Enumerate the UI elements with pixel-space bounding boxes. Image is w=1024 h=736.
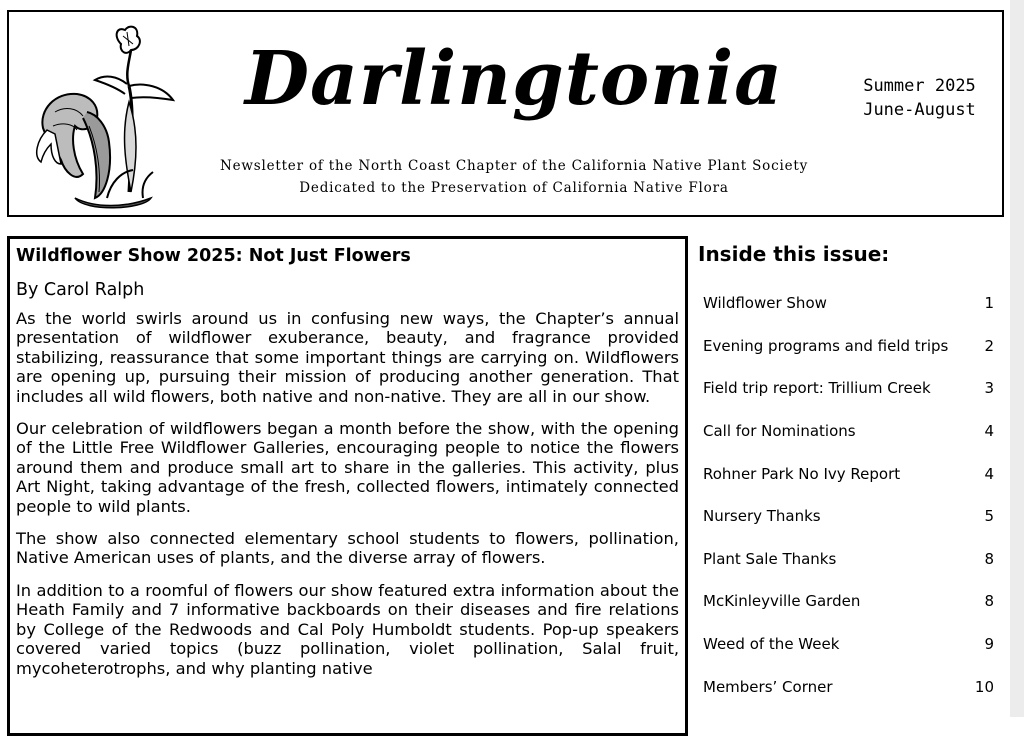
tagline-mission: Dedicated to the Preservation of California Native Flora — [299, 180, 729, 196]
toc-heading: Inside this issue: — [698, 242, 890, 266]
masthead — [7, 10, 1004, 217]
toc-item-label: Call for Nominations — [703, 422, 856, 441]
toc-item-nursery-thanks[interactable] — [698, 495, 998, 538]
pitcher-plant-logo-icon — [25, 22, 175, 212]
article-title: Wildflower Show 2025: Not Just Flowers — [16, 246, 411, 266]
toc-item-page: 1 — [984, 294, 994, 313]
toc-item-label: Plant Sale Thanks — [703, 549, 837, 568]
toc-item-page: 5 — [984, 507, 994, 526]
toc-item-field-trip-report[interactable] — [698, 367, 998, 410]
toc-item-label: McKinleyville Garden — [703, 592, 861, 611]
issue-months: June-August — [863, 100, 976, 120]
toc-item-label: Field trip report: Trillium Creek — [703, 379, 931, 398]
toc-item-wildflower-show[interactable] — [698, 282, 998, 325]
toc-item-mckinleyville-garden[interactable] — [698, 580, 998, 623]
toc-item-label: Members’ Corner — [703, 677, 833, 696]
newsletter-title: Darlingtonia — [244, 36, 784, 122]
toc-item-evening-programs[interactable] — [698, 325, 998, 368]
toc-item-label: Rohner Park No Ivy Report — [703, 464, 901, 483]
toc-item-label: Weed of the Week — [703, 635, 840, 654]
toc-item-weed-of-the-week[interactable] — [698, 623, 998, 666]
article-paragraph: As the world swirls around us in confusing new ways, the Chapter’s annual presentation of wildflower exuberance, beauty, and fragrance provided stabilizing, reassurance that some important things are carrying on. Wildflowers are opening up, pursuing their mission of producing another generation. That includes all wild flowers, both native and non-native. They are all in our show. — [16, 309, 679, 406]
article-paragraph: In addition to a roomful of flowers our show featured extra information about the Heath Family and 7 informative backboards on their diseases and fire relations by College of the Redwoods and Cal Poly Humboldt students. Pop-up speakers covered varied topics (buzz pollination, violet pollination, Salal fruit, mycoheterotrophs, and why planting native — [16, 580, 679, 678]
issue-date — [857, 74, 982, 122]
toc-item-page: 8 — [984, 592, 994, 611]
article-paragraph: Our celebration of wildflowers began a month before the show, with the opening of the Little Free Wildflower Galleries, encouraging people to notice the flowers around them and produce small art to share in the galleries. This activity, plus Art Night, taking advantage of the fresh, collected flowers, intimately connected people to wild plants. — [16, 419, 679, 516]
toc-item-plant-sale-thanks[interactable] — [698, 538, 998, 581]
toc-item-page: 9 — [984, 635, 994, 654]
issue-season: Summer 2025 — [863, 76, 976, 96]
toc-item-rohner-park[interactable] — [698, 452, 998, 495]
toc-item-call-for-nominations[interactable] — [698, 410, 998, 453]
lead-article — [7, 236, 688, 736]
toc-item-page: 3 — [984, 379, 994, 398]
article-paragraph: The show also connected elementary school students to flowers, pollination, Native American uses of plants, and the diverse array of flowers. — [16, 529, 679, 568]
tagline-chapter: Newsletter of the North Coast Chapter of the California Native Plant Society — [219, 158, 809, 174]
toc-item-page: 8 — [984, 549, 994, 568]
toc-item-page: 2 — [984, 336, 994, 355]
table-of-contents — [698, 242, 998, 708]
toc-item-label: Wildflower Show — [703, 294, 827, 313]
toc-item-members-corner[interactable] — [698, 665, 998, 708]
toc-item-page: 4 — [984, 422, 994, 441]
toc-item-page: 10 — [974, 677, 994, 696]
toc-item-label: Nursery Thanks — [703, 507, 821, 526]
article-byline: By Carol Ralph — [16, 280, 145, 300]
toc-item-page: 4 — [984, 464, 994, 483]
toc-item-label: Evening programs and field trips — [703, 336, 949, 355]
page-edge-shade — [1010, 0, 1024, 717]
